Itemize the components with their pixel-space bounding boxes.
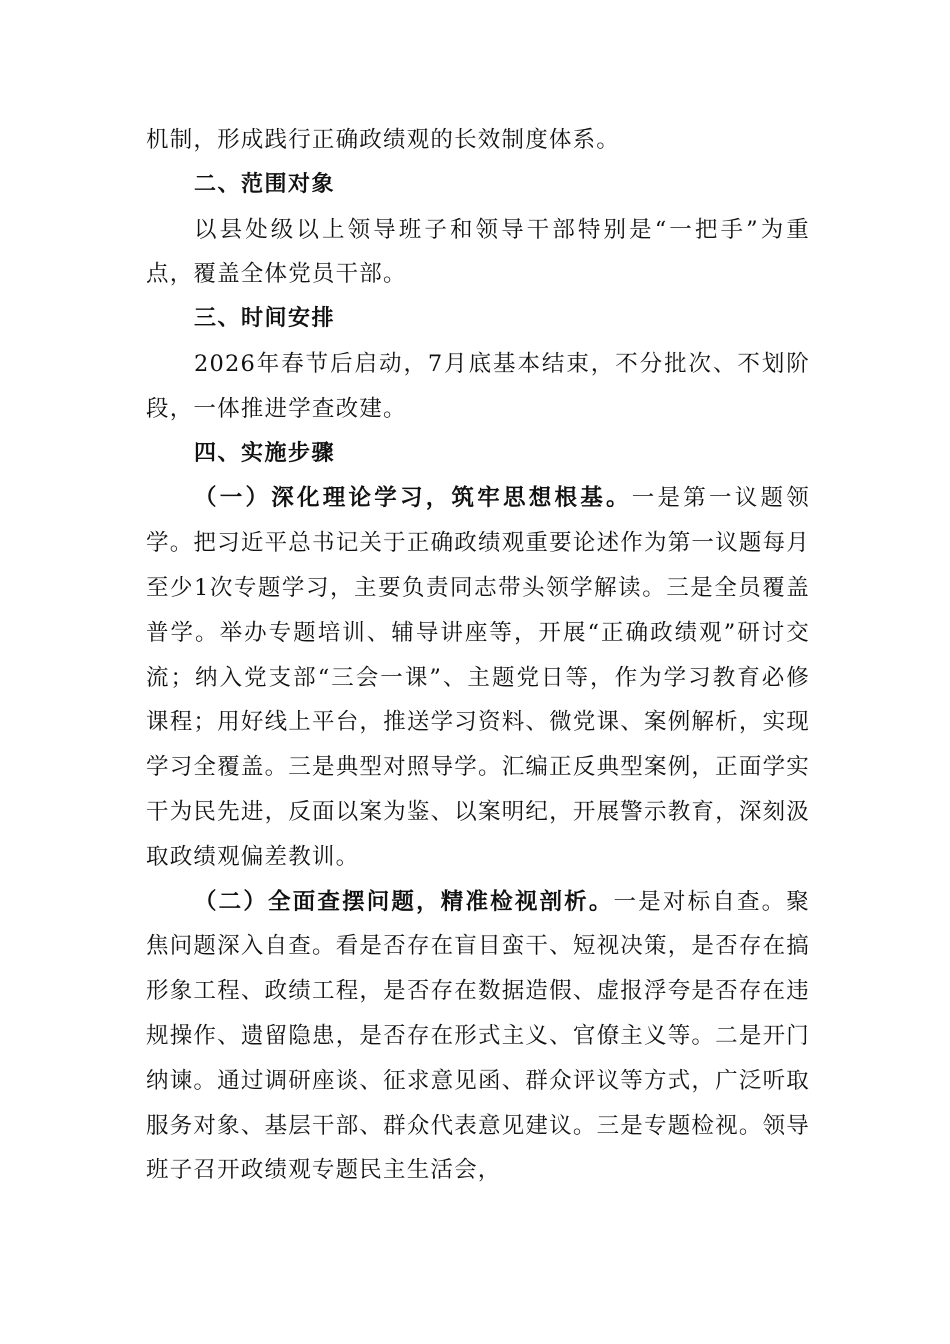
section-heading-scope: 二、范围对象	[194, 171, 336, 197]
step-item-2	[146, 880, 810, 1194]
continuation-paragraph: 机制，形成践行正确政绩观的长效制度体系。	[146, 127, 621, 153]
step-item-1	[146, 476, 810, 879]
schedule-paragraph: 2026年春节后启动，7月底基本结束，不分批次、不划阶段，一体推进学查改建。	[146, 350, 810, 422]
document-body	[146, 118, 810, 1193]
section-heading-schedule: 三、时间安排	[194, 306, 336, 332]
scope-paragraph: 以县处级以上领导班子和领导干部特别是“一把手”为重点，覆盖全体党员干部。	[146, 216, 810, 288]
section-heading-steps: 四、实施步骤	[194, 440, 336, 466]
step-item-1-lead: （一）深化理论学习，筑牢思想根基。	[194, 485, 632, 512]
step-item-2-body: 一是对标自查。聚焦问题深入自查。看是否存在盲目蛮干、短视决策，是否存在搞形象工程、政绩工程，是否存在数据造假、虚报浮夸是否存在违规操作、遗留隐患，是否存在形式主义、官僚主义等。二是开门纳谏。通过调研座谈、征求意见函、群众评议等方式，广泛听取服务对象、基层干部、群众代表意见建议。三是专题检视。领导班子召开政绩观专题民主生活会，	[146, 888, 810, 1184]
step-item-1-body: 一是第一议题领学。把习近平总书记关于正确政绩观重要论述作为第一议题每月至少1次专题学习，主要负责同志带头领学解读。三是全员覆盖普学。举办专题培训、辅导讲座等，开展“正确政绩观”研讨交流；纳入党支部“三会一课”、主题党日等，作为学习教育必修课程；用好线上平台，推送学习资料、微党课、案例解析，实现学习全覆盖。三是典型对照导学。汇编正反典型案例，正面学实干为民先进，反面以案为鉴、以案明纪，开展警示教育，深刻汲取政绩观偏差教训。	[146, 485, 810, 870]
step-item-2-lead: （二）全面查摆问题，精准检视剖析。	[194, 888, 614, 915]
